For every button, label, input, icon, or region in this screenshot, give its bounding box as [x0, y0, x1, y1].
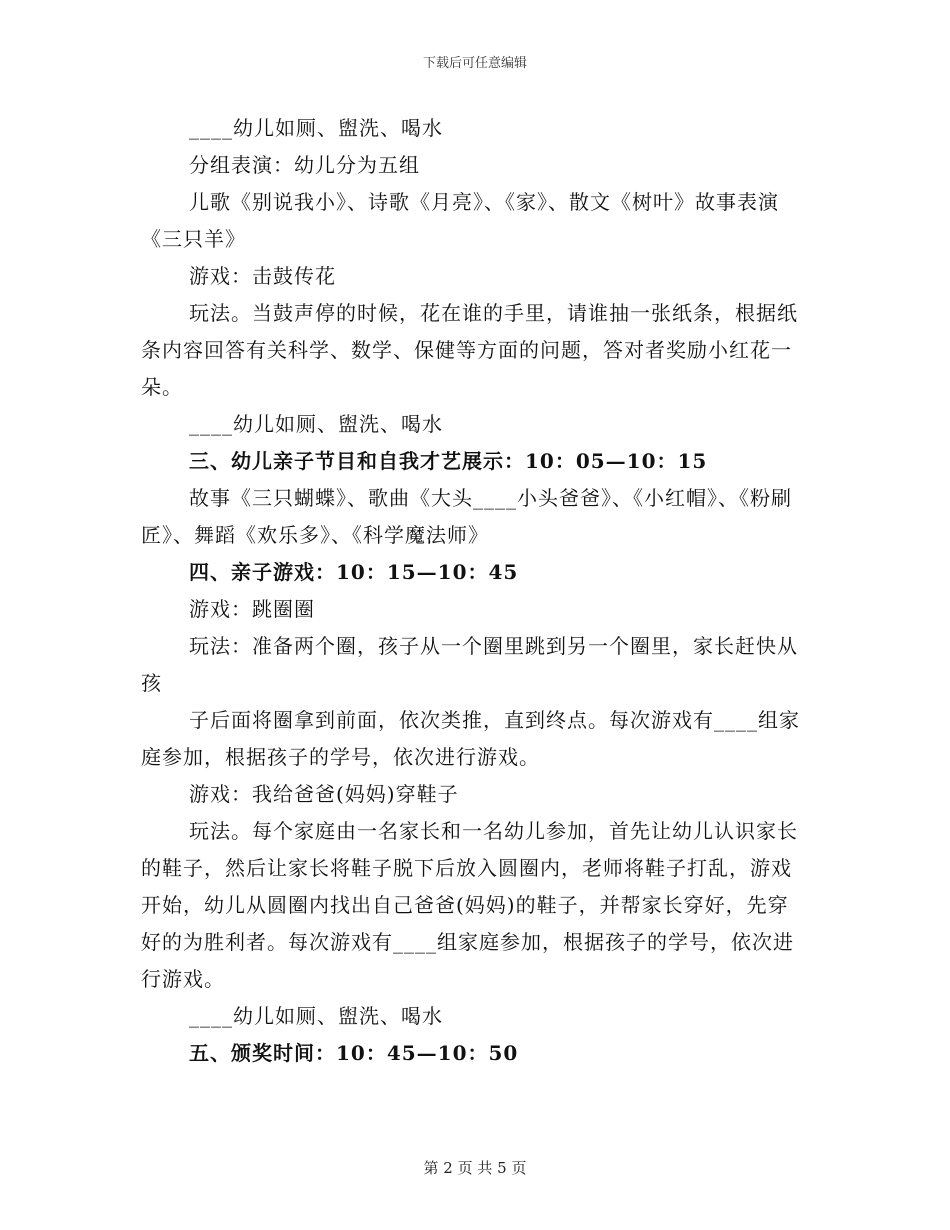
paragraph-12: 子后面将圈拿到前面，依次类推，直到终点。每次游戏有____组家庭参加，根据孩子的学号，依次进行游戏。	[141, 708, 800, 769]
section-heading-5: 五、颁奖时间：10：45—10：50	[189, 1041, 519, 1065]
page-footer: 第 2 页 共 5 页	[423, 1159, 527, 1177]
paragraph-4: 游戏：击鼓传花	[189, 264, 336, 288]
paragraph-1: ____幼儿如厕、盥洗、喝水	[189, 116, 443, 140]
paragraph-13: 游戏：我给爸爸(妈妈)穿鞋子	[189, 782, 459, 806]
paragraph-11: 玩法：准备两个圈，孩子从一个圈里跳到另一个圈里，家长赶快从孩	[141, 634, 798, 695]
paragraph-6: ____幼儿如厕、盥洗、喝水	[189, 412, 443, 436]
paragraph-15: ____幼儿如厕、盥洗、喝水	[189, 1004, 443, 1028]
section-heading-3: 三、幼儿亲子节目和自我才艺展示：10：05—10：15	[189, 449, 708, 473]
document-body	[141, 110, 801, 1072]
paragraph-3: 儿歌《别说我小》、诗歌《月亮》、《家》、散文《树叶》故事表演《三只羊》	[141, 190, 779, 251]
page-header: 下载后可任意编辑	[422, 56, 527, 71]
paragraph-5: 玩法。当鼓声停的时候，花在谁的手里，请谁抽一张纸条，根据纸条内容回答有关科学、数学、保健等方面的问题，答对者奖励小红花一朵。	[141, 301, 798, 399]
paragraph-14: 玩法。每个家庭由一名家长和一名幼儿参加，首先让幼儿认识家长的鞋子，然后让家长将鞋子脱下后放入圆圈内，老师将鞋子打乱，游戏开始，幼儿从圆圈内找出自己爸爸(妈妈)的鞋子，并帮家长穿好，先穿好的为胜利者。每次游戏有____组家庭参加，根据孩子的学号，依次进行游戏。	[141, 819, 798, 991]
paragraph-10: 游戏：跳圈圈	[189, 597, 315, 621]
paragraph-2: 分组表演：幼儿分为五组	[189, 153, 420, 177]
section-heading-4: 四、亲子游戏：10：15—10：45	[189, 560, 519, 584]
paragraph-8: 故事《三只蝴蝶》、歌曲《大头____小头爸爸》、《小红帽》、《粉刷匠》、舞蹈《欢乐多》、《科学魔法师》	[141, 486, 792, 547]
